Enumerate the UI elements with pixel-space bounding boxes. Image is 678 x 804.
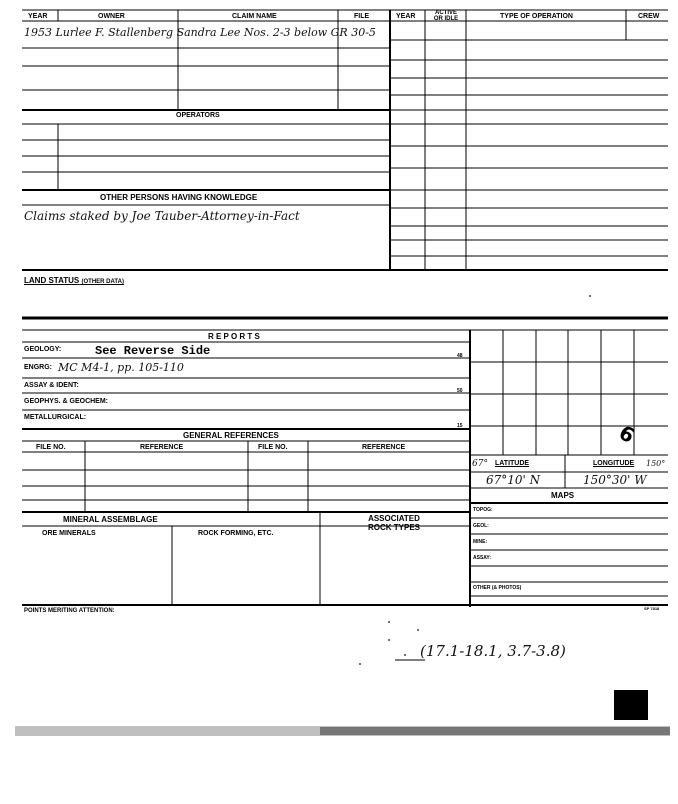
reports-title: R E P O R T S — [208, 332, 260, 341]
map-topog: TOPOG: — [473, 507, 493, 513]
claim-row-1: 1953 Lurlee F. Stallenberg Sandra Lee Nos. 2-3 below GR 30-5 — [24, 26, 376, 39]
claim-name-header: CLAIM NAME — [232, 13, 277, 20]
ref-file-no-header-2: FILE NO. — [258, 444, 288, 451]
form-number: SP 7818 — [644, 606, 660, 611]
owner-header: OWNER — [98, 13, 125, 20]
year-header: YEAR — [28, 13, 48, 20]
latitude-prefix: 67° — [472, 459, 488, 469]
latitude-label: LATITUDE — [495, 460, 530, 467]
ore-minerals-header: ORE MINERALS — [42, 530, 96, 537]
engrg-value: MC M4-1, pp. 105-110 — [58, 361, 184, 374]
maps-title: MAPS — [551, 491, 575, 500]
report-number-2: 50 — [457, 388, 463, 394]
map-geol: GEOL: — [473, 523, 489, 529]
attention-note: (17.1-18.1, 3.7-3.8) — [420, 642, 566, 660]
longitude-suffix: 150° — [646, 459, 666, 468]
circled-number: 6 — [614, 420, 639, 448]
land-status-label: LAND STATUS (OTHER DATA) — [24, 276, 124, 285]
geophys-label: GEOPHYS. & GEOCHEM: — [24, 398, 109, 405]
geology-value: See Reverse Side — [95, 344, 211, 358]
report-number-3: 15 — [457, 423, 463, 429]
longitude-label: LONGITUDE — [593, 460, 635, 467]
year2-header: YEAR — [396, 13, 416, 20]
active-or-idle-header: ACTIVE OR IDLE — [433, 10, 459, 22]
longitude-value: 150°30' W — [583, 473, 647, 487]
ref-reference-header-2: REFERENCE — [362, 444, 406, 451]
general-references-title: GENERAL REFERENCES — [183, 431, 279, 440]
map-mine: MINE: — [473, 539, 488, 545]
geology-label: GEOLOGY: — [24, 346, 62, 353]
scan-noise-dark — [320, 727, 670, 735]
engrg-label: ENGRG: — [24, 364, 52, 371]
type-of-operation-header: TYPE OF OPERATION — [500, 13, 573, 20]
crew-header: CREW — [638, 13, 660, 20]
report-number-1: 48 — [457, 353, 463, 359]
assay-label: ASSAY & IDENT: — [24, 382, 79, 389]
other-persons-title: OTHER PERSONS HAVING KNOWLEDGE — [100, 193, 258, 202]
ref-file-no-header-1: FILE NO. — [36, 444, 66, 451]
latitude-value: 67°10' N — [486, 473, 541, 487]
rock-forming-header: ROCK FORMING, ETC. — [198, 530, 274, 537]
other-persons-entry: Claims staked by Joe Tauber-Attorney-in-Fact — [24, 209, 300, 223]
black-registration-block — [614, 690, 648, 720]
ref-reference-header-1: REFERENCE — [140, 444, 184, 451]
associated-rock-types-header: ASSOCIATED ROCK TYPES — [367, 514, 420, 532]
metallurgical-label: METALLURGICAL: — [24, 414, 87, 421]
file-header: FILE — [354, 13, 370, 20]
map-assay: ASSAY: — [473, 555, 492, 561]
map-other-photos: OTHER (& PHOTOS) — [473, 585, 522, 591]
points-meriting-attention-label: POINTS MERITING ATTENTION: — [24, 608, 115, 614]
operators-title: OPERATORS — [176, 112, 220, 119]
mineral-assemblage-title: MINERAL ASSEMBLAGE — [63, 515, 158, 524]
